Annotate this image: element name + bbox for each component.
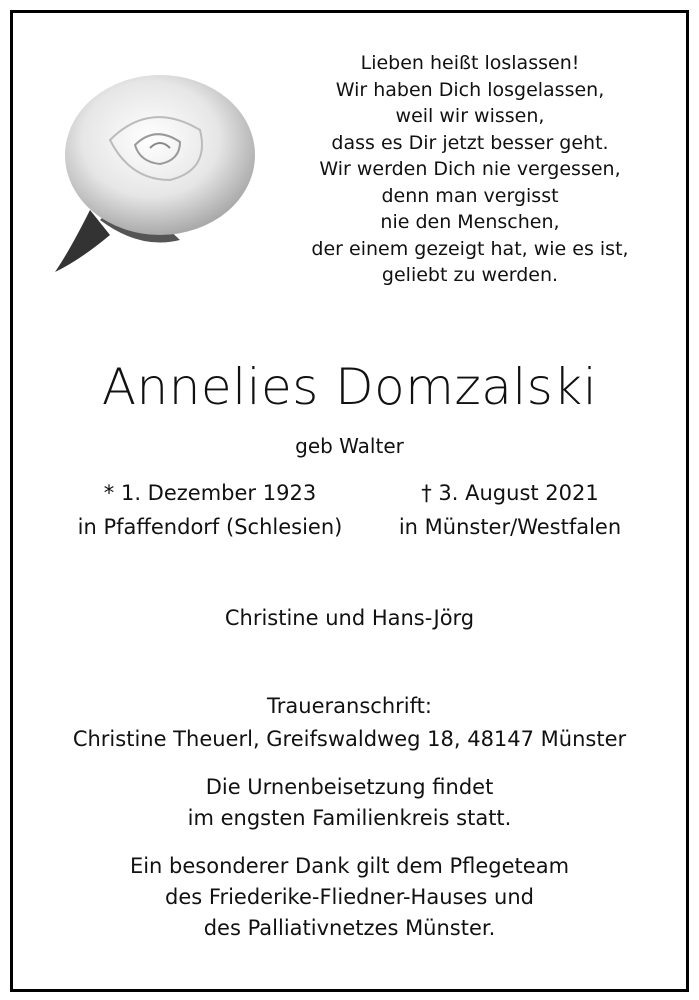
death-place: in Münster/Westfalen [398,515,622,539]
thanks-line: Ein besonderer Dank gilt dem Pflegeteam [129,854,570,878]
mourners: Christine und Hans-Jörg [224,606,475,630]
death-date: † 3. August 2021 [421,481,599,505]
burial-line: Die Urnenbeisetzung findet [205,775,494,799]
thanks-line: des Friederike-Fliedner-Hauses und [165,885,534,909]
deceased-name: Annelies Domzalski [101,358,598,416]
maiden-name: geb Walter [295,434,404,458]
rose-image [50,60,280,280]
birth-date: * 1. Dezember 1923 [103,481,317,505]
death-info [375,476,645,544]
address-label: Traueranschrift: [267,694,432,718]
poem-line: nie den Menschen, [380,211,560,233]
poem-line: der einem gezeigt hat, wie es ist, [311,237,629,260]
birth-info [60,476,360,544]
poem-line: geliebt zu werden. [381,264,559,286]
thanks-line: des Palliativnetzes Münster. [203,916,496,940]
address-block [0,690,699,756]
poem-line: Lieben heißt loslassen! [360,52,580,74]
poem-line: denn man vergisst [381,184,559,207]
thanks-note [0,851,699,944]
birth-place: in Pfaffendorf (Schlesien) [77,515,343,539]
poem-line: Wir werden Dich nie vergessen, [319,158,621,180]
address-value: Christine Theuerl, Greifswaldweg 18, 48147 Münster [72,727,627,751]
burial-line: im engsten Familienkreis statt. [187,806,512,830]
poem-line: weil wir wissen, [395,105,545,127]
burial-note [0,772,699,834]
poem-line: Wir haben Dich losgelassen, [335,78,605,101]
poem [280,50,660,289]
poem-line: dass es Dir jetzt besser geht. [331,131,609,154]
